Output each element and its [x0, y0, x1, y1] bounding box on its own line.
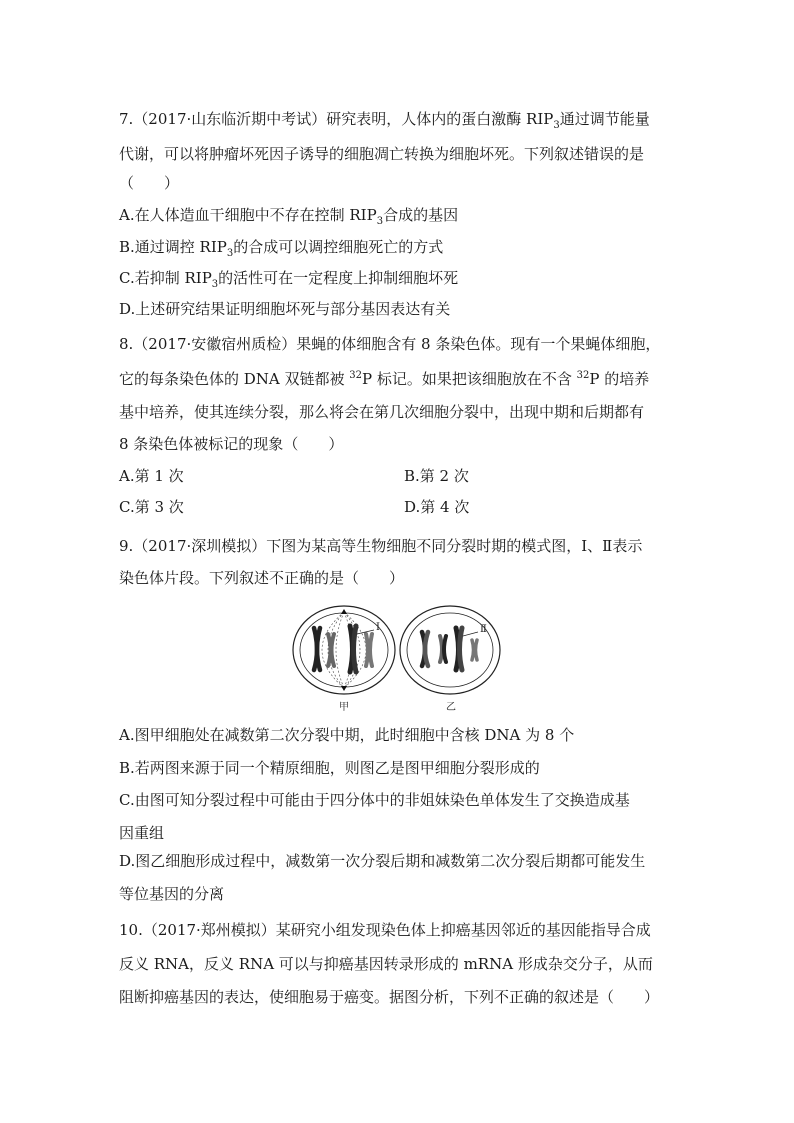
q8-stem-line-4: 8 条染色体被标记的现象（ ）	[119, 435, 344, 453]
q8-stem-line-3: 基中培养，使其连续分裂，那么将会在第几次细胞分裂中，出现中期和后期都有	[119, 403, 645, 421]
subscript: 3	[376, 216, 384, 227]
cell-division-diagram	[290, 604, 510, 716]
q7-option-a	[119, 205, 679, 225]
q10-stem-line-1: 10.（2017·郑州模拟）某研究小组发现染色体上抑癌基因邻近的基因能指导合成	[119, 921, 651, 939]
label-cell-yi: 乙	[446, 702, 456, 713]
q7-text: 7.（2017·山东临沂期中考试）研究表明，人体内的蛋白激酶 RIP	[119, 110, 554, 128]
q7-stem-line-3: （ ）	[119, 174, 180, 192]
q9-option-c-line-1: C.由图可知分裂过程中可能由于四分体中的非姐妹染色单体发生了交换造成基	[119, 791, 630, 809]
q8-text: 它的每条染色体的 DNA 双链都被	[119, 370, 350, 388]
q9-stem-line-2: 染色体片段。下列叙述不正确的是（ ）	[119, 569, 405, 587]
option-text: 的合成可以调控细胞死亡的方式	[233, 238, 444, 256]
q8-text: P 的培养	[589, 370, 650, 388]
q7-text: 通过调节能量	[559, 110, 650, 128]
q7-stem-line-1	[119, 109, 679, 129]
q8-stem-line-2	[119, 369, 679, 389]
option-text: C.若抑制 RIP	[119, 269, 212, 287]
option-text: 的活性可在一定程度上抑制细胞坏死	[218, 269, 459, 287]
q9-cell-figure	[290, 604, 510, 716]
label-cell-jia: 甲	[339, 702, 349, 713]
q8-option-d: D.第 4 次	[404, 498, 470, 516]
option-text: 合成的基因	[383, 206, 459, 224]
superscript: 32	[576, 370, 590, 381]
q10-stem-line-3: 阻断抑癌基因的表达，使细胞易于癌变。据图分析，下列不正确的叙述是（ ）	[119, 988, 660, 1006]
q8-option-b: B.第 2 次	[404, 467, 469, 485]
subscript: 3	[211, 279, 219, 290]
subscript: 3	[553, 120, 560, 131]
cell-jia	[293, 606, 395, 694]
option-text: A.在人体造血干细胞中不存在控制 RIP	[119, 206, 377, 224]
q8-text: P 标记。如果把该细胞放在不含	[362, 370, 577, 388]
q8-option-c: C.第 3 次	[119, 498, 184, 516]
q9-option-d-line-1: D.图乙细胞形成过程中，减数第一次分裂后期和减数第二次分裂后期都可能发生	[119, 852, 646, 870]
q7-option-c	[119, 268, 679, 288]
option-text: B.通过调控 RIP	[119, 238, 227, 256]
q8-option-a: A.第 1 次	[119, 467, 184, 485]
superscript: 32	[349, 370, 363, 381]
q9-option-c-line-2: 因重组	[119, 824, 165, 842]
label-chromosome-segment-I: Ⅰ	[376, 622, 380, 633]
label-chromosome-segment-II: Ⅱ	[480, 624, 487, 635]
q8-stem-line-1: 8.（2017·安徽宿州质检）果蝇的体细胞含有 8 条染色体。现有一个果蝇体细胞，	[119, 335, 661, 353]
cell-yi	[400, 606, 500, 694]
q9-option-b: B.若两图来源于同一个精原细胞，则图乙是图甲细胞分裂形成的	[119, 759, 540, 777]
subscript: 3	[226, 248, 234, 259]
q9-stem-line-1: 9.（2017·深圳模拟）下图为某高等生物细胞不同分裂时期的模式图，Ⅰ、Ⅱ表示	[119, 537, 643, 555]
q9-option-d-line-2: 等位基因的分离	[119, 885, 225, 903]
q7-option-b	[119, 237, 679, 257]
q7-stem-line-2: 代谢，可以将肿瘤坏死因子诱导的细胞凋亡转换为细胞坏死。下列叙述错误的是	[119, 145, 645, 163]
q9-option-a: A.图甲细胞处在减数第二次分裂中期，此时细胞中含核 DNA 为 8 个	[119, 726, 575, 744]
q7-option-d: D.上述研究结果证明细胞坏死与部分基因表达有关	[119, 300, 451, 318]
q10-stem-line-2: 反义 RNA，反义 RNA 可以与抑癌基因转录形成的 mRNA 形成杂交分子，从而	[119, 955, 653, 973]
